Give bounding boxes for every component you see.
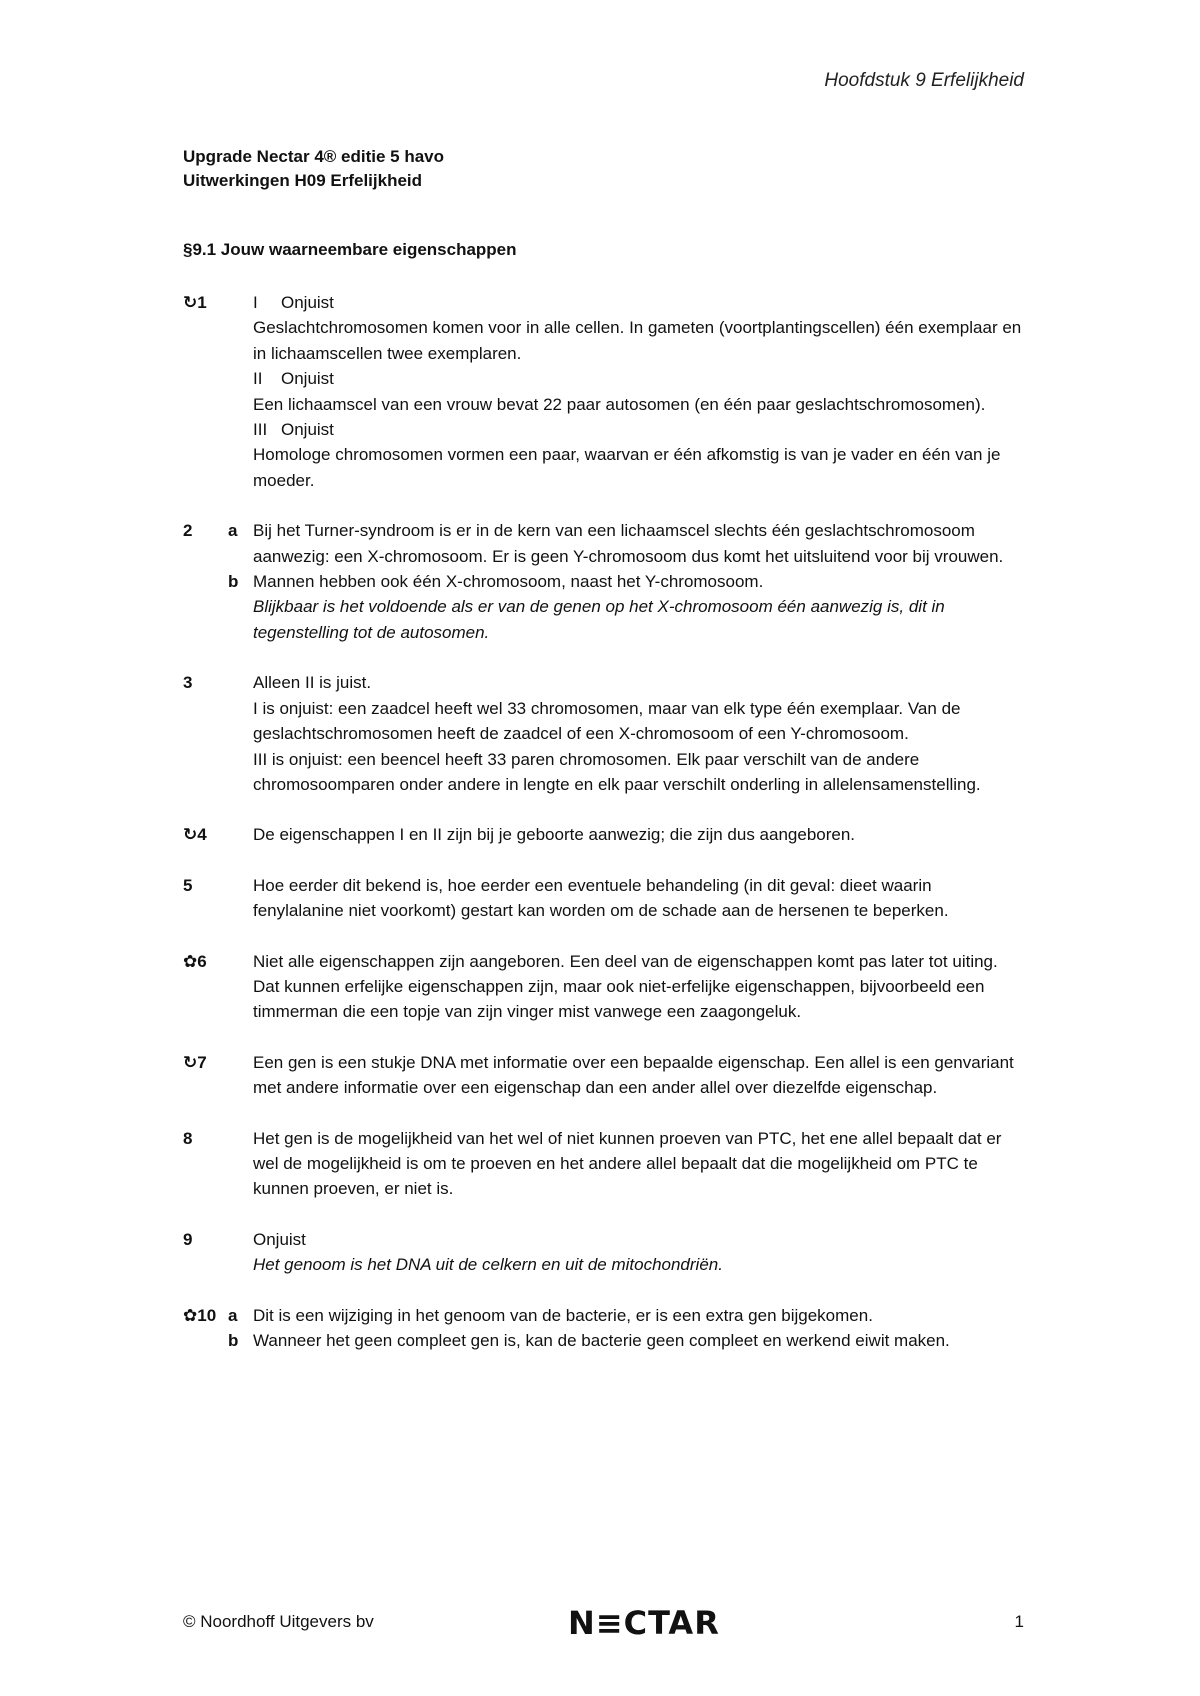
answer-a: Bij het Turner-syndroom is er in de kern van een lichaamscel slechts één geslachtschromosoom aanwezig: een X-chromosoom. Er is geen Y-chromosoom dus komt het uitsluitend voor bij vrouwen. <box>253 521 1004 566</box>
question-9 <box>183 1227 1023 1278</box>
answer-body: Niet alle eigenschappen zijn aangeboren. Een deel van de eigenschappen komt pas later tot uiting. Dat kunnen erfelijke eigenschappen zijn, maar ook niet-erfelijke eigenschappen, bijvoorbeeld een timmerman die een topje van zijn vinger mist vanwege een zaagongeluk. <box>253 951 998 1022</box>
statement-iii: III Onjuist <box>253 420 334 440</box>
answer-body: De eigenschappen I en II zijn bij je geboorte aanwezig; die zijn dus aangeboren. <box>253 825 856 845</box>
sub-label-a: a <box>228 521 238 541</box>
answer-b: Mannen hebben ook één X-chromosoom, naast het Y-chromosoom. Blijkbaar is het voldoende als er van de genen op het X-chromosoom één aanwezig is, dit in tegenstelling tot de autosomen. <box>253 569 1023 645</box>
question-number: 5 <box>183 875 193 895</box>
answer-a: Dit is een wijziging in het genoom van de bacterie, er is een extra gen bijgekomen. <box>253 1305 873 1325</box>
title-line-2: Uitwerkingen H09 Erfelijkheid <box>183 171 423 190</box>
statement-i-text: Geslachtchromosomen komen voor in alle cellen. In gameten (voortplantingscellen) één exemplaar en in lichaamscellen twee exemplaren. <box>253 318 1022 363</box>
answer-b-explanation: Blijkbaar is het voldoende als er van de genen op het X-chromosoom één aanwezig is, dit in tegenstelling tot de autosomen. <box>253 597 945 642</box>
question-4 <box>183 822 1023 847</box>
question-8 <box>183 1126 1023 1202</box>
title-line-1: Upgrade Nectar 4® editie 5 havo <box>183 147 445 166</box>
statement-i: I Onjuist <box>253 293 334 312</box>
question-7 <box>183 1050 1023 1101</box>
star-icon: ✿ <box>183 951 198 971</box>
question-6 <box>183 949 1023 1025</box>
page-number: 1 <box>1014 1612 1024 1631</box>
chapter-header: Hoofdstuk 9 Erfelijkheid <box>824 70 1024 91</box>
question-number: 9 <box>183 1229 193 1249</box>
question-number: ✿10 <box>183 1305 217 1325</box>
nectar-logo: N≡CTAR <box>568 1604 720 1642</box>
answer-body: Onjuist Het genoom is het DNA uit de celkern en uit de mitochondriën. <box>253 1227 1023 1278</box>
repeat-icon: ↻ <box>183 293 198 312</box>
copyright-text: © Noordhoff Uitgevers bv <box>183 1612 374 1631</box>
question-number: ↻7 <box>183 1052 207 1072</box>
document-title <box>183 145 444 193</box>
answer-body: Alleen II is juist. I is onjuist: een zaadcel heeft wel 33 chromosomen, maar van elk type één exemplaar. Van de geslachtschromosomen heeft de zaadcel of een X-chromosoom of een Y-chromosoom. III is onjuist: een beencel heeft 33 paren chromosomen. Elk paar verschilt van de andere chromosoomparen onder andere in lengte en elk paar verschilt onderling in allelensamenstelling. <box>253 673 981 794</box>
question-5 <box>183 873 1023 924</box>
question-number: 3 <box>183 673 193 693</box>
question-number: 2 <box>183 521 193 541</box>
answers-list <box>183 290 1023 1378</box>
answer-body <box>253 290 1023 493</box>
sub-label-b: b <box>228 572 239 592</box>
sub-label-a: a <box>228 1305 238 1325</box>
statement-iii-text: Homologe chromosomen vormen een paar, waarvan er één afkomstig is van je vader en één van je moeder. <box>253 445 1001 490</box>
statement-ii-text: Een lichaamscel van een vrouw bevat 22 paar autosomen (en één paar geslachtschromosomen). <box>253 394 986 414</box>
repeat-icon: ↻ <box>183 1052 198 1072</box>
question-10 <box>183 1303 1023 1354</box>
question-2 <box>183 518 1023 645</box>
question-number: ↻4 <box>183 825 207 845</box>
question-number: ↻1 <box>183 293 207 312</box>
statement-ii: II Onjuist <box>253 369 334 389</box>
answer-b: Wanneer het geen compleet gen is, kan de bacterie geen compleet en werkend eiwit maken. <box>253 1331 950 1350</box>
question-3 <box>183 670 1023 797</box>
answer-explanation: Het genoom is het DNA uit de celkern en uit de mitochondriën. <box>253 1255 723 1275</box>
repeat-icon: ↻ <box>183 825 198 845</box>
question-number: 8 <box>183 1128 193 1148</box>
section-heading: §9.1 Jouw waarneembare eigenschappen <box>183 240 517 259</box>
answer-body: Een gen is een stukje DNA met informatie over een bepaalde eigenschap. Een allel is een genvariant met andere informatie over een eigenschap dan een ander allel over diezelfde eigenschap. <box>253 1052 1014 1098</box>
answer-body: Hoe eerder dit bekend is, hoe eerder een eventuele behandeling (in dit geval: dieet waarin fenylalanine niet voorkomt) gestart kan worden om de schade aan de hersenen te beperken. <box>253 875 949 921</box>
sub-label-b: b <box>228 1331 239 1350</box>
question-number: ✿6 <box>183 951 207 971</box>
star-icon: ✿ <box>183 1305 198 1325</box>
answer-body: Het gen is de mogelijkheid van het wel of niet kunnen proeven van PTC, het ene allel bepaalt dat er wel de mogelijkheid is om te proeven en het andere allel bepaalt dat die mogelijkheid om PTC te kunnen proeven, er niet is. <box>253 1128 1002 1199</box>
question-1 <box>183 290 1023 493</box>
